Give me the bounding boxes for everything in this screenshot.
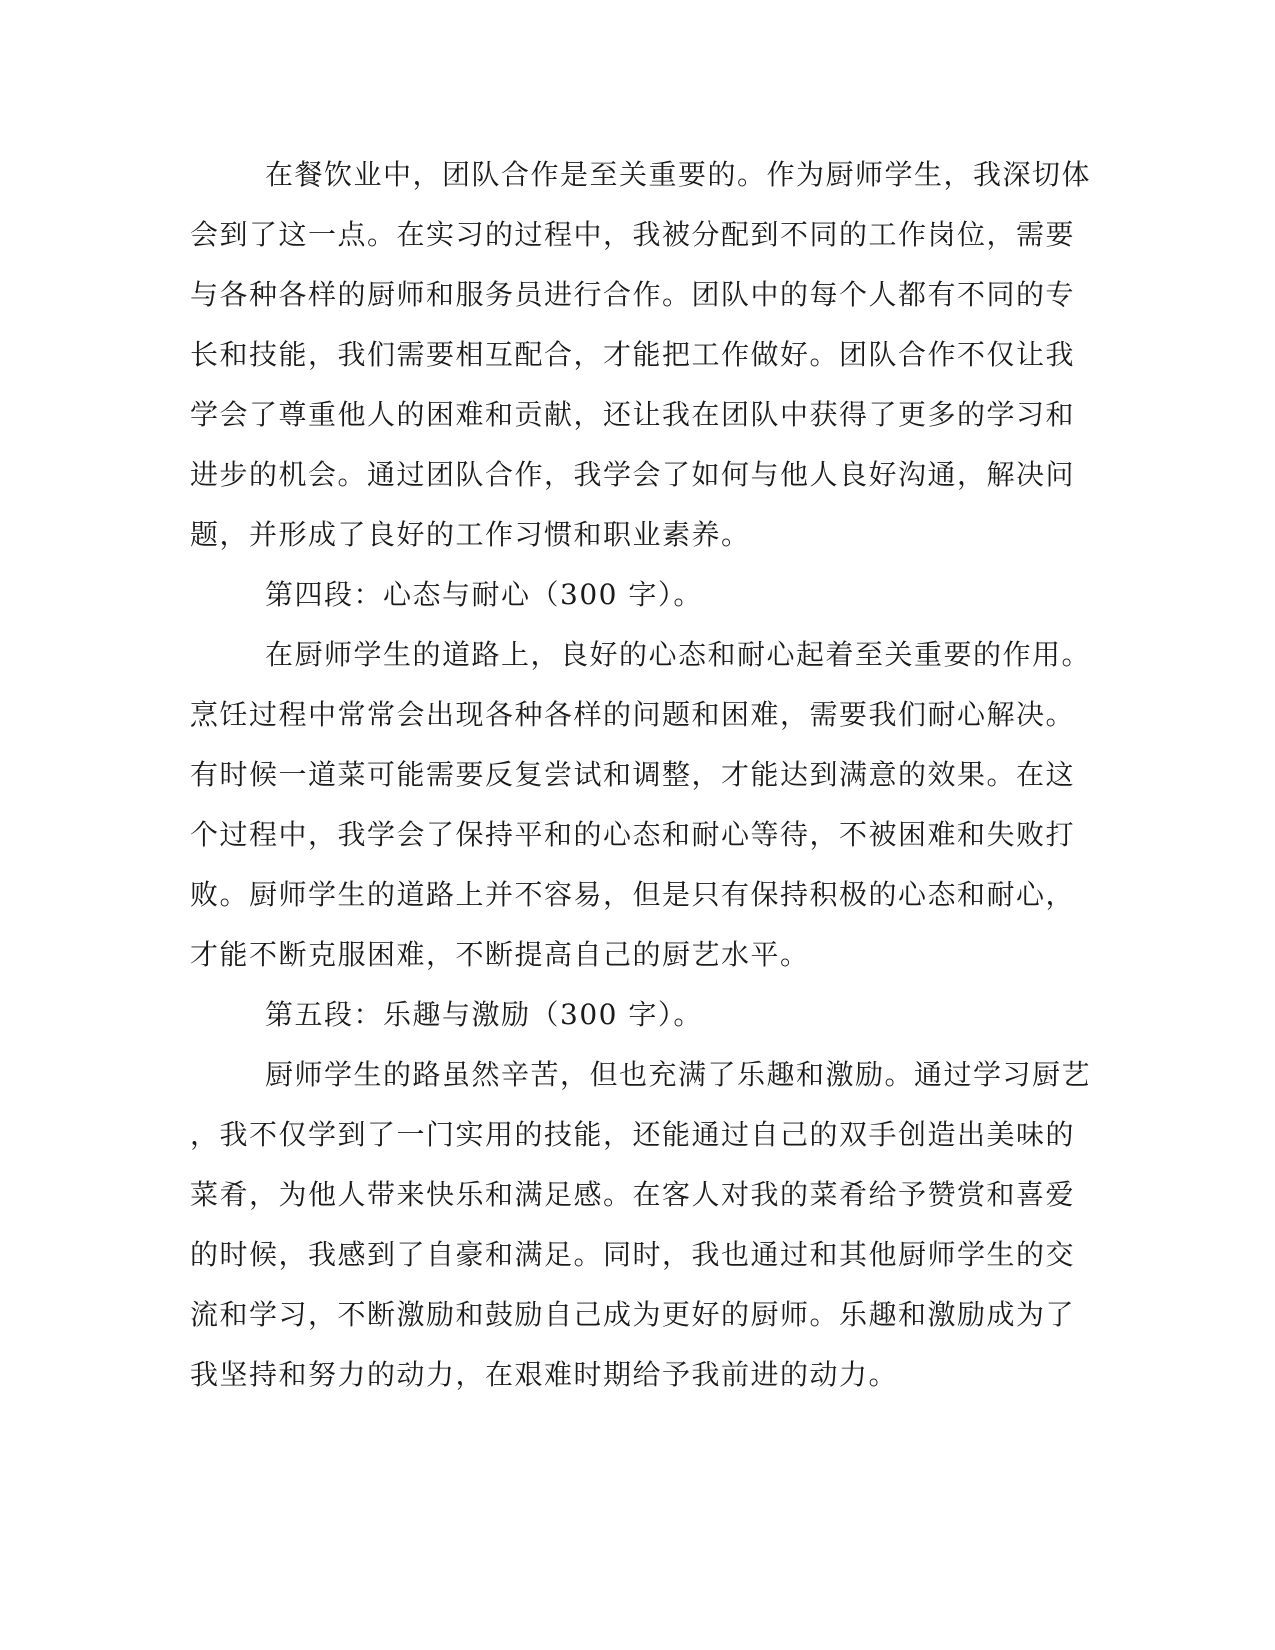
- text-line: 会到了这一点。在实习的过程中，我被分配到不同的工作岗位，需要: [190, 218, 1076, 251]
- text-line: 进步的机会。通过团队合作，我学会了如何与他人良好沟通，解决问: [190, 458, 1076, 491]
- text-line: 的时候，我感到了自豪和满足。同时，我也通过和其他厨师学生的交: [190, 1238, 1076, 1271]
- text-line: 在餐饮业中，团队合作是至关重要的。作为厨师学生，我深切体: [265, 158, 1092, 191]
- text-line: 与各种各样的厨师和服务员进行合作。团队中的每个人都有不同的专: [190, 278, 1076, 311]
- text-line: 题，并形成了良好的工作习惯和职业素养。: [190, 518, 751, 551]
- text-line: 菜肴，为他人带来快乐和满足感。在客人对我的菜肴给予赞赏和喜爱: [190, 1178, 1076, 1211]
- text-line: 长和技能，我们需要相互配合，才能把工作做好。团队合作不仅让我: [190, 338, 1076, 371]
- text-line: 个过程中，我学会了保持平和的心态和耐心等待，不被困难和失败打: [190, 818, 1076, 851]
- text-line: 流和学习，不断激励和鼓励自己成为更好的厨师。乐趣和激励成为了: [190, 1298, 1076, 1331]
- text-line: 才能不断克服困难，不断提高自己的厨艺水平。: [190, 938, 810, 971]
- text-line: 在厨师学生的道路上，良好的心态和耐心起着至关重要的作用。: [265, 638, 1092, 671]
- text-line: 厨师学生的路虽然辛苦，但也充满了乐趣和激励。通过学习厨艺: [265, 1058, 1092, 1091]
- text-line: 烹饪过程中常常会出现各种各样的问题和困难，需要我们耐心解决。: [190, 698, 1076, 731]
- text-line: 我坚持和努力的动力，在艰难时期给予我前进的动力。: [190, 1358, 899, 1391]
- text-line: ，我不仅学到了一门实用的技能，还能通过自己的双手创造出美味的: [190, 1118, 1076, 1151]
- section-heading: 第五段：乐趣与激励（300 字）。: [265, 998, 703, 1031]
- section-heading: 第四段：心态与耐心（300 字）。: [265, 578, 703, 611]
- text-line: 有时候一道菜可能需要反复尝试和调整，才能达到满意的效果。在这: [190, 758, 1076, 791]
- text-line: 学会了尊重他人的困难和贡献，还让我在团队中获得了更多的学习和: [190, 398, 1076, 431]
- text-line: 败。厨师学生的道路上并不容易，但是只有保持积极的心态和耐心，: [190, 878, 1076, 911]
